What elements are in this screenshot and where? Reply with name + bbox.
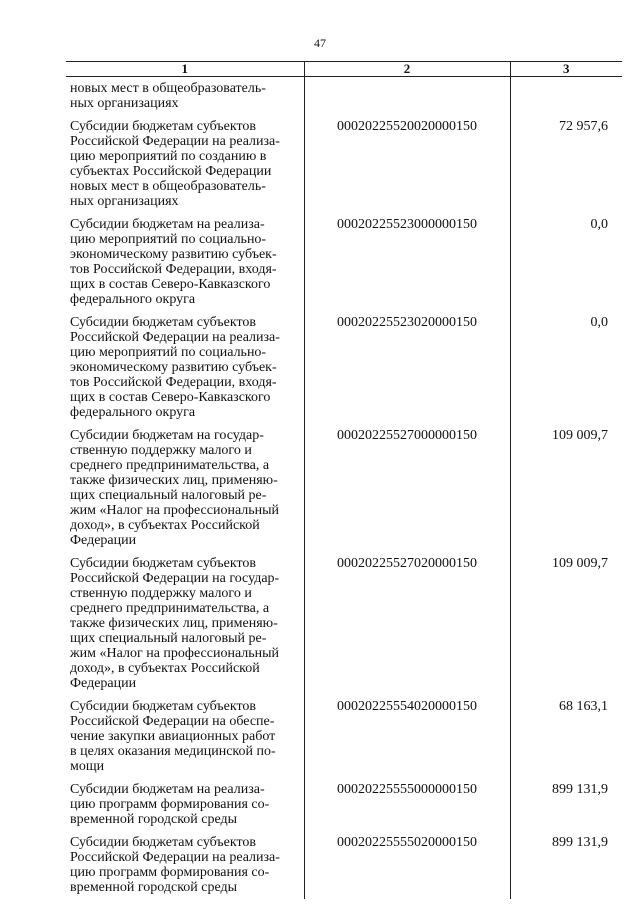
row-code: 00020225527020000150 — [304, 552, 510, 695]
row-amount: 0,0 — [510, 213, 622, 311]
row-description: Субсидии бюджетам субъектов Российской Федерации на реализа- цию мероприятий по социально- экономическому развитию субъек- тов Российской Федерации, входя- щих в состав Северо-Кавказского федерального округа — [70, 315, 280, 420]
row-code: 00020225555000000150 — [304, 778, 510, 831]
row-code: 00020225527000000150 — [304, 424, 510, 552]
table-row — [66, 552, 622, 695]
table-row — [66, 311, 622, 424]
row-description: Субсидии бюджетам на государ- ственную поддержку малого и среднего предпринимательства, а также физических лиц, применяю- щих специальный налоговый ре- жим «Налог на профессиональный доход», в субъектах Российской Федерации — [70, 428, 280, 548]
column-header-3: 3 — [510, 62, 622, 77]
row-amount: 899 131,9 — [510, 831, 622, 899]
row-description: Субсидии бюджетам субъектов Российской Федерации на реализа- цию мероприятий по созданию в субъектах Российской Федерации новых мест в общеобразователь- ных организациях — [70, 119, 280, 209]
row-description: новых мест в общеобразователь- ных организациях — [70, 81, 266, 111]
budget-table — [66, 61, 622, 899]
table-row — [66, 77, 622, 116]
table-row — [66, 778, 622, 831]
column-header-2: 2 — [304, 62, 510, 77]
table-row — [66, 424, 622, 552]
row-code: 00020225523020000150 — [304, 311, 510, 424]
row-description: Субсидии бюджетам на реализа- цию мероприятий по социально- экономическому развитию субъек- тов Российской Федерации, входя- щих в состав Северо-Кавказского федерального округа — [70, 217, 277, 307]
row-description: Субсидии бюджетам субъектов Российской Федерации на реализа- цию программ формирования со- временной городской среды — [70, 835, 280, 895]
header-row — [66, 62, 622, 77]
row-amount: 109 009,7 — [510, 552, 622, 695]
table-row — [66, 213, 622, 311]
table-row — [66, 831, 622, 899]
page-number: 47 — [314, 36, 326, 50]
row-amount: 0,0 — [510, 311, 622, 424]
row-code: 00020225554020000150 — [304, 695, 510, 778]
row-description: Субсидии бюджетам субъектов Российской Федерации на обеспе- чение закупки авиационных работ в целях оказания медицинской по- мощи — [70, 699, 276, 774]
row-amount: 68 163,1 — [510, 695, 622, 778]
row-amount — [510, 77, 622, 116]
row-code: 00020225523000000150 — [304, 213, 510, 311]
row-description: Субсидии бюджетам субъектов Российской Федерации на государ- ственную поддержку малого и среднего предпринимательства, а также физических лиц, применяю- щих специальный налоговый ре- жим «Налог на профессиональный доход», в субъектах Российской Федерации — [70, 556, 280, 691]
table-row — [66, 115, 622, 213]
column-header-1: 1 — [66, 62, 304, 77]
row-code: 00020225520020000150 — [304, 115, 510, 213]
row-code: 00020225555020000150 — [304, 831, 510, 899]
row-description: Субсидии бюджетам на реализа- цию программ формирования со- временной городской среды — [70, 782, 270, 827]
row-amount: 899 131,9 — [510, 778, 622, 831]
row-amount: 109 009,7 — [510, 424, 622, 552]
row-code — [304, 77, 510, 116]
table-row — [66, 695, 622, 778]
row-amount: 72 957,6 — [510, 115, 622, 213]
